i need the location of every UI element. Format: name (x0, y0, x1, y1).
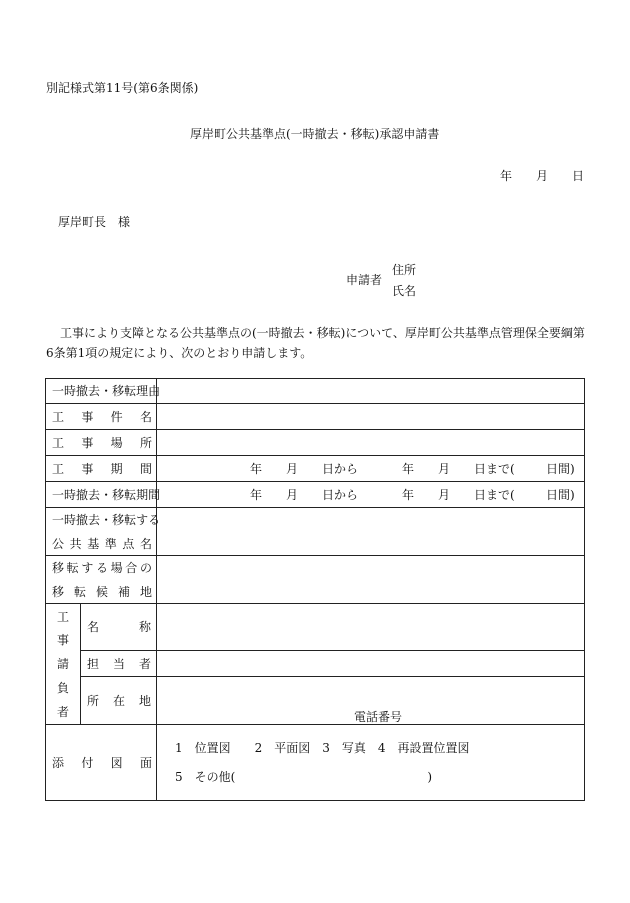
attachments-label: 添 付 図 面 (52, 756, 152, 770)
applicant-label: 申請者 (346, 273, 383, 287)
candidate-label-line1: 移 転 す る 場 合 の (52, 561, 152, 575)
form-number: 別記様式第11号(第6条関係) (46, 81, 199, 95)
points-label-line2: 公 共 基 準 点 名 (52, 537, 152, 551)
work-name-label: 工 事 件 名 (52, 410, 152, 424)
date-year: 年 (500, 169, 513, 183)
work-period-label: 工 事 期 間 (52, 462, 152, 476)
work-place-label: 工 事 場 所 (52, 436, 152, 450)
attachments-options-line1: 1 位置図 2 平面図 3 写真 4 再設置位置図 (175, 741, 470, 755)
date-day: 日 (572, 169, 585, 183)
removal-period-label: 一 時 撤 去 ・ 移 転 期 間 (52, 488, 161, 502)
addressee: 厚岸町長 様 (58, 215, 131, 229)
points-label-line1: 一 時 撤 去 ・ 移 転 す る (52, 513, 161, 527)
reason-label: 一 時 撤 去 ・ 移 転 理 由 (52, 384, 161, 398)
intro-paragraph: 工事により支障となる公共基準点の(一時撤去・移転)について、厚岸町公共基準点管理保全要綱第6条第1項の規定により、次のとおり申請します。 (46, 326, 585, 360)
document-title: 厚岸町公共基準点(一時撤去・移転)承認申請書 (190, 127, 440, 141)
candidate-label-line2: 移 転 候 補 地 (52, 585, 152, 599)
attachments-options-line2: 5 その他( ) (175, 770, 432, 784)
date-month: 月 (536, 169, 549, 183)
applicant-address-label: 住所 (392, 263, 417, 277)
applicant-name-label: 氏名 (392, 284, 417, 298)
phone-label: 電話番号 (354, 710, 403, 724)
